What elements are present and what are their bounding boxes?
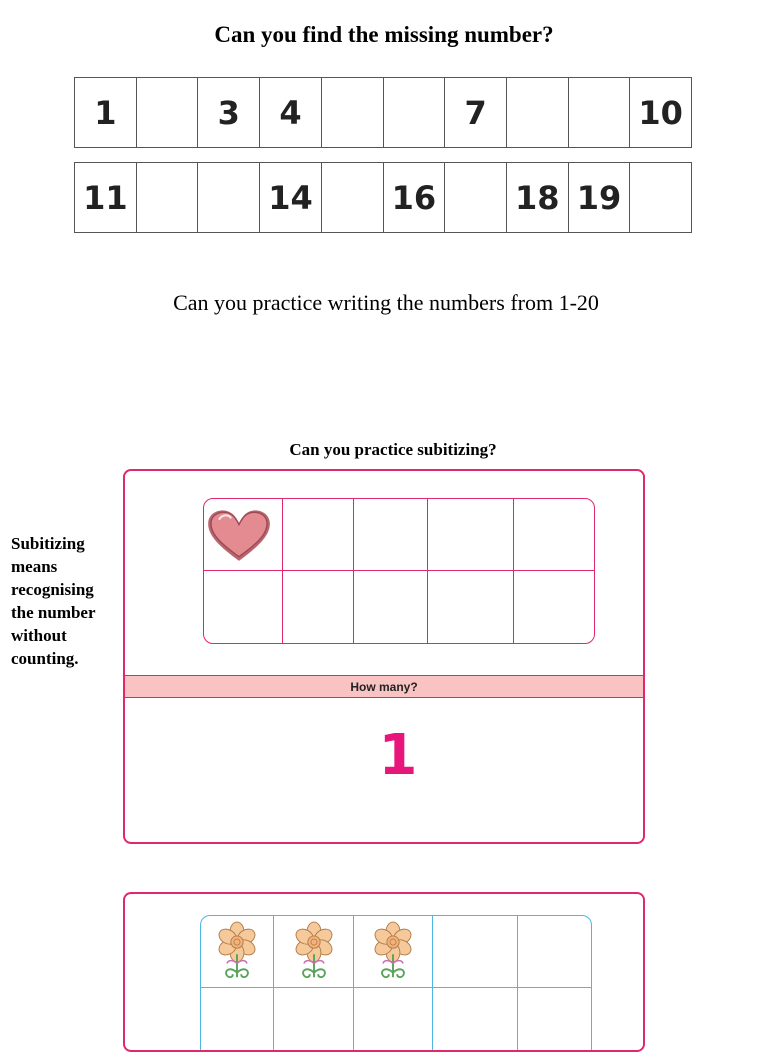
ten-frame-cell bbox=[354, 499, 428, 571]
worksheet-title: Can you find the missing number? bbox=[214, 22, 554, 47]
number-cell: 11 bbox=[75, 163, 137, 232]
ten-frame-cell bbox=[433, 988, 518, 1052]
number-cell: 4 bbox=[260, 78, 322, 147]
ten-frame-cell bbox=[204, 571, 283, 643]
number-row-1 bbox=[74, 77, 692, 148]
number-cell: 18 bbox=[507, 163, 569, 232]
number-cell-blank bbox=[198, 163, 260, 232]
ten-frame-cell bbox=[514, 571, 594, 643]
ten-frame-cell bbox=[204, 499, 283, 571]
ten-frame-cell bbox=[354, 916, 433, 988]
ten-frame-cell bbox=[428, 571, 514, 643]
flower-icon bbox=[370, 919, 416, 985]
number-cell-blank bbox=[384, 78, 446, 147]
ten-frame-cell bbox=[201, 916, 274, 988]
ten-frame-cell bbox=[518, 916, 591, 988]
number-cell-blank bbox=[630, 163, 692, 232]
number-cell: 1 bbox=[75, 78, 137, 147]
ten-frame bbox=[200, 915, 592, 1052]
flower-icon bbox=[214, 919, 260, 985]
number-cell: 14 bbox=[260, 163, 322, 232]
ten-frame-cell bbox=[514, 499, 594, 571]
ten-frame-cell bbox=[274, 916, 354, 988]
ten-frame bbox=[203, 498, 595, 644]
heart-icon bbox=[203, 505, 275, 565]
answer-number: 1 bbox=[378, 723, 418, 788]
number-row-2 bbox=[74, 162, 692, 233]
number-cell: 19 bbox=[569, 163, 631, 232]
number-cell: 7 bbox=[445, 78, 507, 147]
ten-frame-cell bbox=[518, 988, 591, 1052]
number-cell-blank bbox=[322, 163, 384, 232]
number-cell-blank bbox=[322, 78, 384, 147]
number-cell: 3 bbox=[198, 78, 260, 147]
subitizing-card-2 bbox=[123, 892, 645, 1052]
subitizing-card-1 bbox=[123, 469, 645, 844]
ten-frame-cell bbox=[354, 571, 428, 643]
number-cell: 10 bbox=[630, 78, 692, 147]
how-many-bar: How many? bbox=[125, 675, 643, 698]
subitizing-definition: Subitizing means recognising the number without counting. bbox=[11, 534, 96, 668]
ten-frame-cell bbox=[283, 571, 354, 643]
ten-frame-cell bbox=[201, 988, 274, 1052]
flower-icon bbox=[291, 919, 337, 985]
ten-frame-cell bbox=[354, 988, 433, 1052]
ten-frame-cell bbox=[283, 499, 354, 571]
subitizing-title: Can you practice subitizing? bbox=[289, 440, 497, 459]
ten-frame-cell bbox=[274, 988, 354, 1052]
number-cell-blank bbox=[569, 78, 631, 147]
number-cell-blank bbox=[137, 163, 199, 232]
number-cell-blank bbox=[445, 163, 507, 232]
ten-frame-cell bbox=[433, 916, 518, 988]
number-cell-blank bbox=[137, 78, 199, 147]
number-cell: 16 bbox=[384, 163, 446, 232]
number-cell-blank bbox=[507, 78, 569, 147]
practice-prompt: Can you practice writing the numbers from 1-20 bbox=[173, 290, 599, 315]
ten-frame-cell bbox=[428, 499, 514, 571]
